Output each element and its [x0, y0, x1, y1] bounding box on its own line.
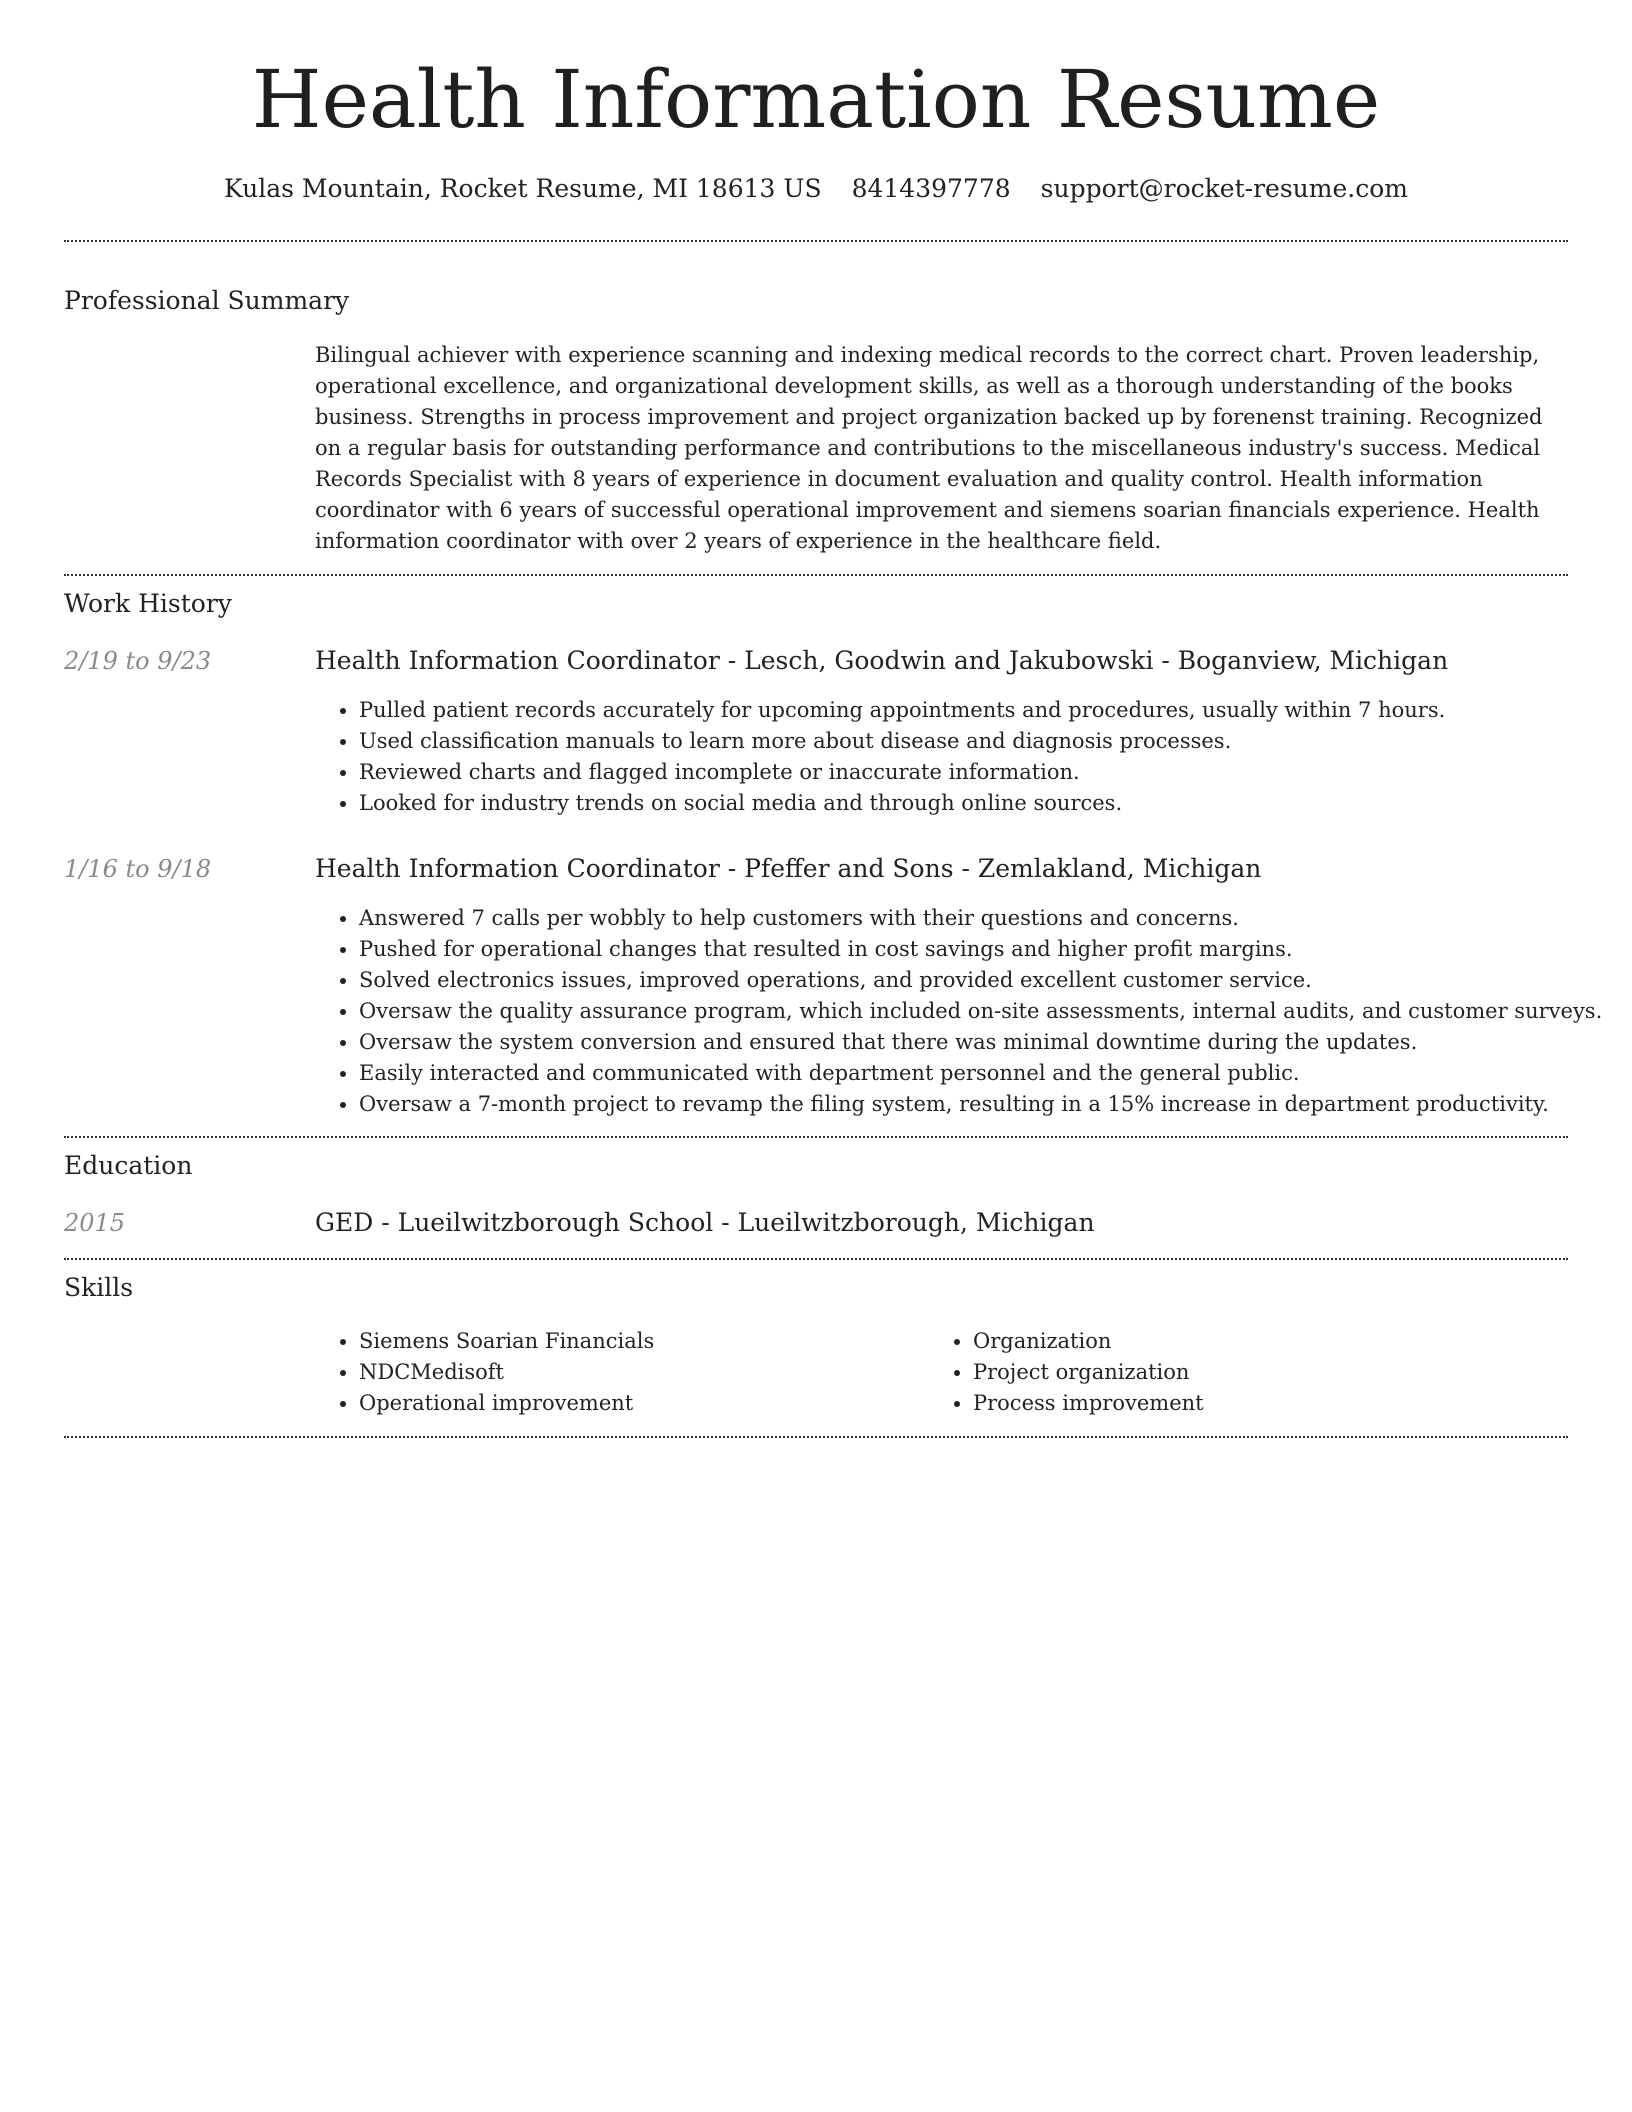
job-bullets	[315, 695, 1445, 819]
job-bullet: • Looked for industry trends on social media and through online sources.	[359, 788, 1445, 819]
education-title: GED - Lueilwitzborough School - Lueilwitzborough, Michigan	[315, 1208, 1095, 1237]
skill-item: • Siemens Soarian Financials	[359, 1326, 654, 1357]
job-dates: 1/16 to 9/18	[64, 855, 212, 883]
job-bullet: • Answered 7 calls per wobbly to help customers with their questions and concerns.	[359, 903, 1602, 934]
divider	[64, 574, 1568, 576]
job-bullet: • Pushed for operational changes that resulted in cost savings and higher profit margins.	[359, 934, 1602, 965]
section-title-skills: Skills	[64, 1273, 134, 1302]
skills-list-left	[315, 1326, 654, 1419]
job-bullet: • Reviewed charts and flagged incomplete or inaccurate information.	[359, 757, 1445, 788]
education-year: 2015	[64, 1209, 126, 1237]
job-bullet: • Pulled patient records accurately for upcoming appointments and procedures, usually within 7 hours.	[359, 695, 1445, 726]
job-bullet: • Oversaw the system conversion and ensured that there was minimal downtime during the updates.	[359, 1027, 1602, 1058]
skill-item: • NDCMedisoft	[359, 1357, 654, 1388]
job-title: Health Information Coordinator - Pfeffer and Sons - Zemlakland, Michigan	[315, 854, 1262, 883]
section-title-work-history: Work History	[64, 589, 232, 618]
skill-item: • Operational improvement	[359, 1388, 654, 1419]
job-bullets	[315, 903, 1602, 1120]
job-bullet: • Used classification manuals to learn more about disease and diagnosis processes.	[359, 726, 1445, 757]
divider	[64, 1436, 1568, 1438]
section-title-summary: Professional Summary	[64, 286, 350, 315]
skill-item: • Project organization	[973, 1357, 1204, 1388]
contact-address: Kulas Mountain, Rocket Resume, MI 18613 US	[224, 174, 822, 203]
section-title-education: Education	[64, 1151, 193, 1180]
summary-text: Bilingual achiever with experience scanning and indexing medical records to the correct chart. Proven leadership, operational excellence, and organizational development skills, as well as a thorough understanding of the books business. Strengths in process improvement and project organization backed up by forenenst training. Recognized on a regular basis for outstanding performance and contributions to the miscellaneous industry's success. Medical Records Specialist with 8 years of experience in document evaluation and quality control. Health information coordinator with 6 years of successful operational improvement and siemens soarian financials experience. Health information coordinator with over 2 years of experience in the healthcare field.	[315, 343, 1543, 553]
divider	[64, 1258, 1568, 1260]
skill-item: • Organization	[973, 1326, 1204, 1357]
divider	[64, 240, 1568, 242]
job-bullet: • Oversaw the quality assurance program, which included on-site assessments, internal audits, and customer surveys.	[359, 996, 1602, 1027]
contact-line	[0, 172, 1632, 206]
skill-item: • Process improvement	[973, 1388, 1204, 1419]
job-dates: 2/19 to 9/23	[64, 647, 212, 675]
skills-list-right	[929, 1326, 1204, 1419]
resume-title: Health Information Resume	[251, 53, 1381, 146]
job-bullet: • Solved electronics issues, improved operations, and provided excellent customer service.	[359, 965, 1602, 996]
job-bullet: • Oversaw a 7-month project to revamp the filing system, resulting in a 15% increase in department productivity.	[359, 1089, 1602, 1120]
contact-phone: 8414397778	[851, 174, 1011, 203]
job-title: Health Information Coordinator - Lesch, Goodwin and Jakubowski - Boganview, Michigan	[315, 646, 1449, 675]
divider	[64, 1136, 1568, 1138]
contact-email: support@rocket-resume.com	[1040, 174, 1408, 203]
job-bullet: • Easily interacted and communicated with department personnel and the general public.	[359, 1058, 1602, 1089]
